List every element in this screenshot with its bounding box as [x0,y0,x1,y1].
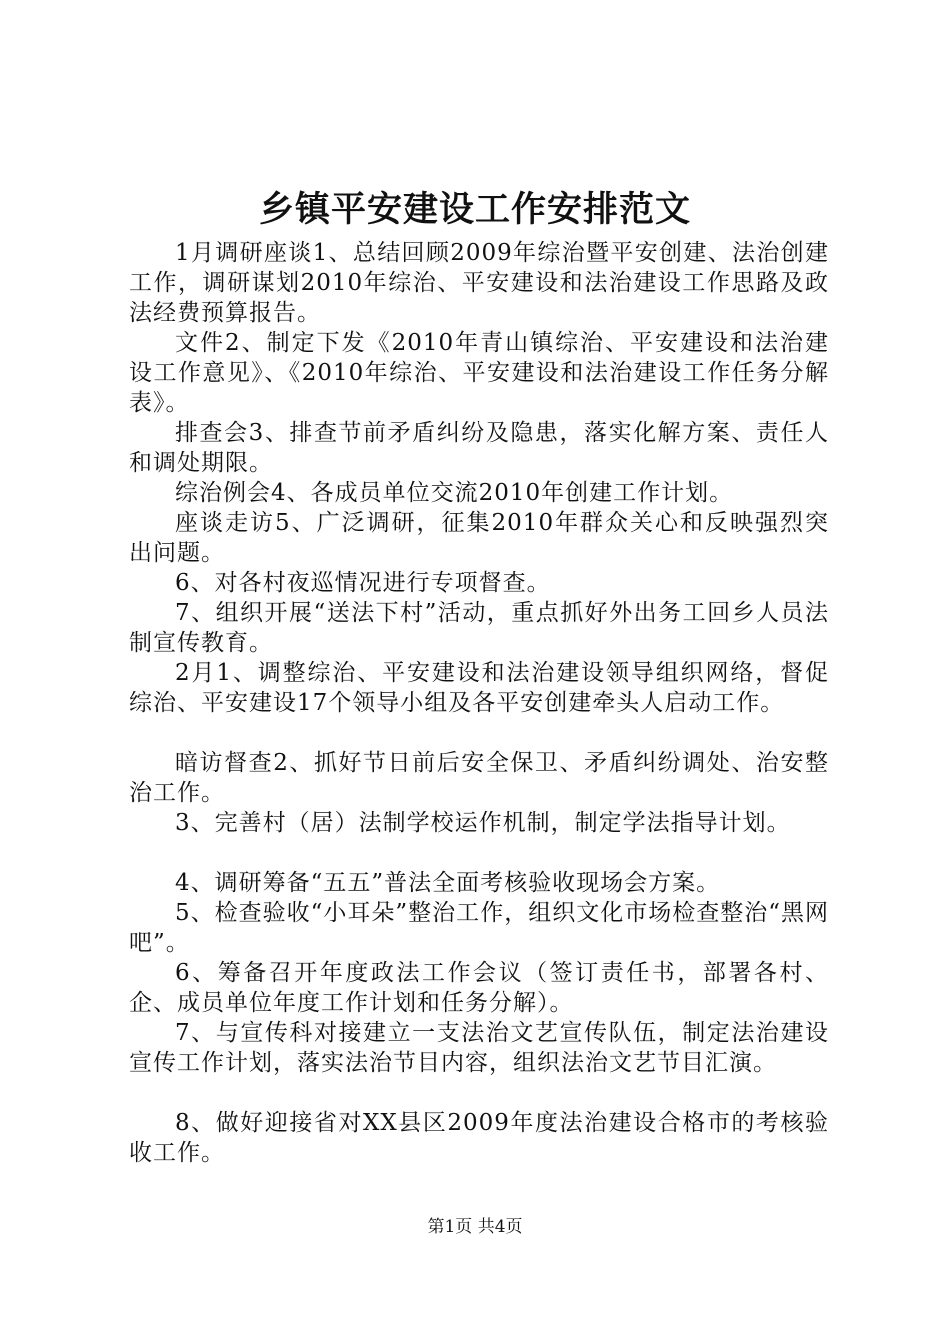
paragraph: 8、做好迎接省对XX县区2009年度法治建设合格市的考核验收工作。 [129,1110,829,1166]
paragraph: 综治例会4、各成员单位交流2010年创建工作计划。 [175,480,734,506]
paragraph: 4、调研筹备“五五”普法全面考核验收现场会方案。 [175,870,721,896]
paragraph: 7、与宣传科对接建立一支法治文艺宣传队伍，制定法治建设宣传工作计划，落实法治节目内容，组织法治文艺节目汇演。 [129,1020,829,1076]
paragraph: 6、对各村夜巡情况进行专项督查。 [175,570,551,596]
document-body [129,238,829,1168]
document-title: 乡镇平安建设工作安排范文 [258,189,691,230]
paragraph: 3、完善村（居）法制学校运作机制，制定学法指导计划。 [175,810,791,836]
paragraph: 座谈走访5、广泛调研，征集2010年群众关心和反映强烈突出问题。 [129,510,829,566]
page-footer: 第1页 共4页 [427,1217,523,1237]
paragraph: 1月调研座谈1、总结回顾2009年综治暨平安创建、法治创建工作，调研谋划2010年综治、平安建设和法治建设工作思路及政法经费预算报告。 [129,240,829,326]
paragraph: 2月1、调整综治、平安建设和法治建设领导组织网络，督促综治、平安建设17个领导小组及各平安创建牵头人启动工作。 [129,660,829,716]
paragraph: 暗访督查2、抓好节日前后安全保卫、矛盾纠纷调处、治安整治工作。 [129,750,829,806]
paragraph: 文件2、制定下发《2010年青山镇综治、平安建设和法治建设工作意见》、《2010年综治、平安建设和法治建设工作任务分解表》。 [129,330,829,416]
paragraph: 6、筹备召开年度政法工作会议（签订责任书，部署各村、企、成员单位年度工作计划和任务分解）。 [129,960,829,1016]
paragraph: 5、检查验收“小耳朵”整治工作，组织文化市场检查整治“黑网吧”。 [129,900,829,956]
paragraph: 排查会3、排查节前矛盾纠纷及隐患，落实化解方案、责任人和调处期限。 [129,420,829,476]
paragraph: 7、组织开展“送法下村”活动，重点抓好外出务工回乡人员法制宣传教育。 [129,600,829,656]
